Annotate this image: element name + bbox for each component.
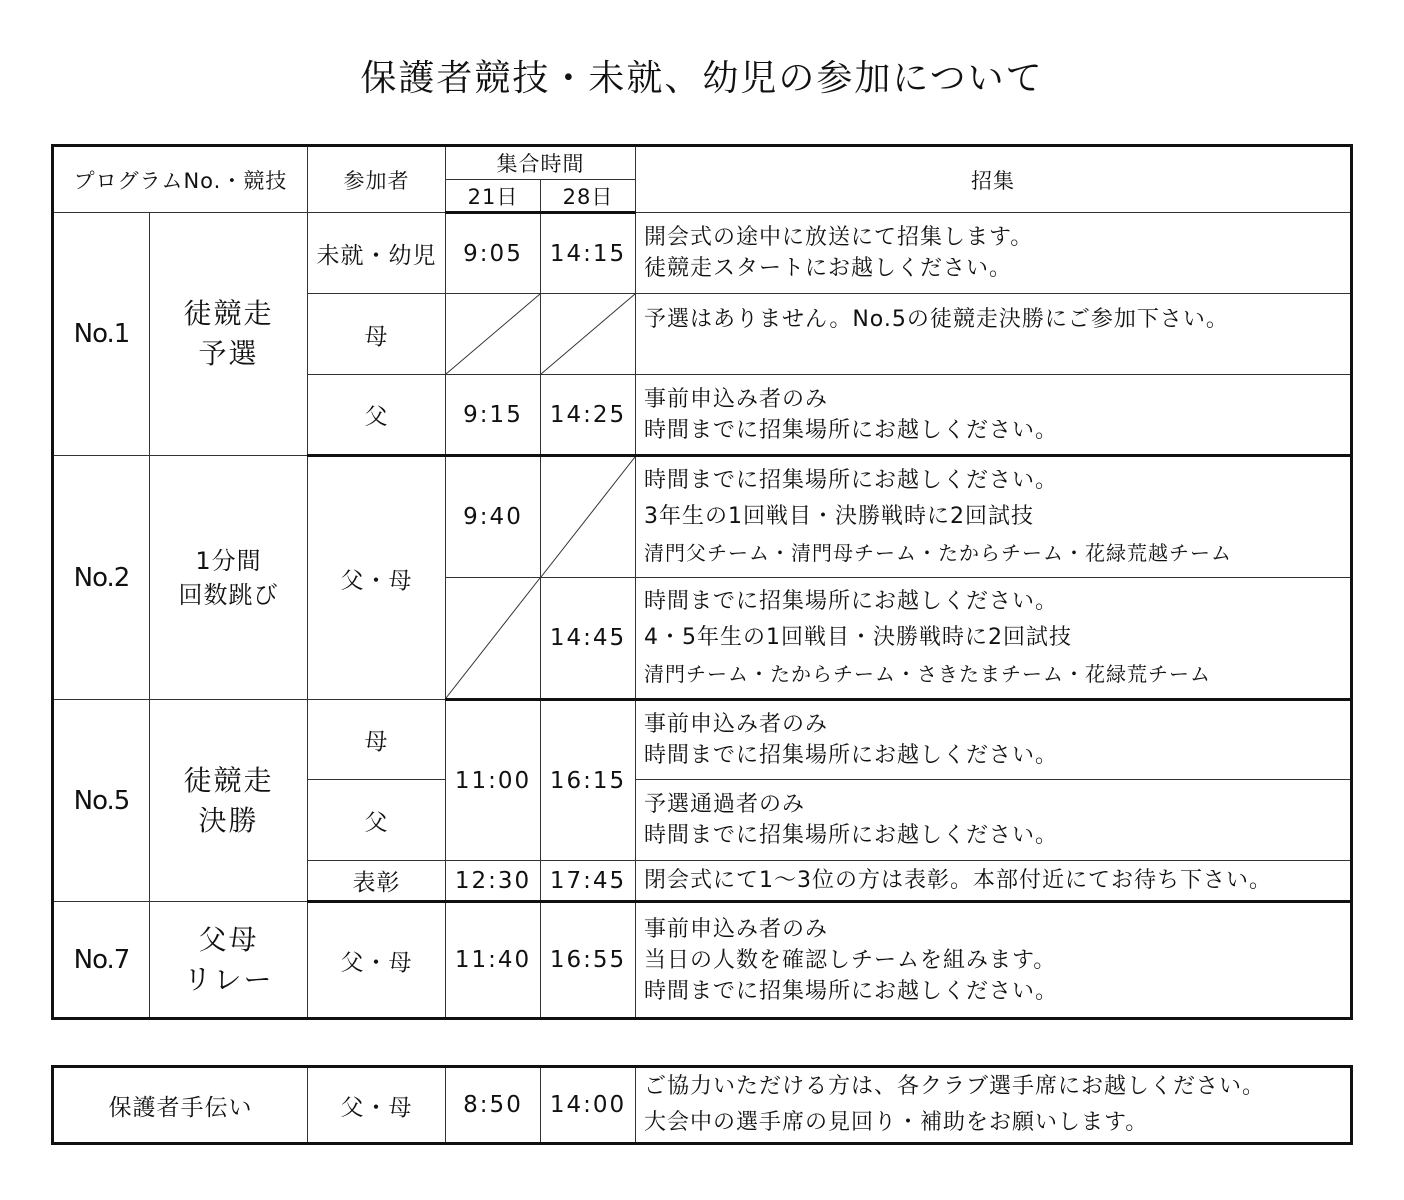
event-name-line: 父母	[198, 922, 259, 956]
note-line: 4・5年生の1回戦目・決勝戦時に2回試技	[644, 625, 1072, 650]
header-program: プログラムNo.・競技	[53, 146, 308, 213]
note-line: 予選はありません。No.5の徒競走決勝にご参加下さい。	[644, 307, 1229, 332]
table-row	[53, 213, 1352, 294]
header-call: 招集	[636, 146, 1352, 213]
no-time-slash	[446, 578, 541, 700]
page-title: 保護者競技・未就、幼児の参加について	[360, 58, 1044, 99]
note-line: 時間までに招集場所にお越しください。	[644, 743, 1059, 768]
time-21: 11:00	[446, 700, 541, 861]
time-28: 14:00	[541, 1067, 636, 1144]
note-line: 事前申込み者のみ	[644, 712, 829, 737]
note-line: 清門父チーム・清門母チーム・たからチーム・花緑荒越チーム	[644, 541, 1232, 565]
call-note	[636, 578, 1352, 700]
note-line: 時間までに招集場所にお越しください。	[644, 589, 1059, 614]
schedule-table	[51, 144, 1353, 1020]
program-number: No.5	[53, 700, 150, 902]
event-name-line: リレー	[183, 962, 274, 996]
helper-table	[51, 1065, 1353, 1145]
event-name-line: 徒競走	[183, 297, 274, 330]
time-21: 11:40	[446, 902, 541, 1019]
note-line: 開会式の途中に放送にて招集します。	[644, 225, 1034, 250]
header-row	[53, 146, 1352, 180]
call-note	[636, 861, 1352, 902]
call-note	[636, 456, 1352, 578]
event-name	[150, 700, 308, 902]
note-line: 3年生の1回戦目・決勝戦時に2回試技	[644, 504, 1034, 529]
note-line: ご協力いただける方は、各クラブ選手席にお越しください。	[644, 1074, 1266, 1099]
event-name	[150, 213, 308, 456]
note-line: 時間までに招集場所にお越しください。	[644, 823, 1059, 848]
time-28: 14:15	[541, 213, 636, 294]
header-day-28: 28日	[541, 180, 636, 213]
participant-cell: 父	[308, 375, 446, 456]
time-21: 9:05	[446, 213, 541, 294]
participant-cell: 父	[308, 780, 446, 861]
call-note	[636, 780, 1352, 861]
header-gather-time: 集合時間	[446, 146, 636, 180]
participant-cell: 母	[308, 700, 446, 780]
time-28: 16:15	[541, 700, 636, 861]
event-name-line: 回数跳び	[178, 580, 279, 609]
participant-cell: 父・母	[308, 1067, 446, 1144]
no-time-slash	[541, 456, 636, 578]
participant-cell: 表彰	[308, 861, 446, 902]
time-28: 17:45	[541, 861, 636, 902]
note-line: 徒競走スタートにお越しください。	[644, 256, 1013, 281]
call-note	[636, 294, 1352, 375]
event-name	[150, 902, 308, 1019]
participant-cell: 未就・幼児	[308, 213, 446, 294]
participant-cell: 母	[308, 294, 446, 375]
event-name-line: 1分間	[195, 546, 262, 575]
note-line: 時間までに招集場所にお越しください。	[644, 978, 1059, 1004]
event-name-line: 徒競走	[183, 763, 274, 797]
event-name-line: 予選	[198, 337, 259, 370]
note-line: 当日の人数を確認しチームを組みます。	[644, 947, 1057, 973]
participant-cell: 父・母	[308, 902, 446, 1019]
event-name	[150, 456, 308, 700]
note-line: 時間までに招集場所にお越しください。	[644, 468, 1059, 493]
call-note	[636, 700, 1352, 780]
no-time-slash	[446, 294, 541, 375]
no-time-slash	[541, 294, 636, 375]
event-name-line: 決勝	[198, 803, 259, 837]
table-row	[53, 902, 1352, 1019]
time-21: 9:40	[446, 456, 541, 578]
table-row	[53, 700, 1352, 780]
time-21: 9:15	[446, 375, 541, 456]
time-28: 14:25	[541, 375, 636, 456]
participant-cell: 父・母	[308, 456, 446, 700]
note-line: 清門チーム・たからチーム・さきたまチーム・花緑荒チーム	[644, 662, 1211, 686]
call-note	[636, 902, 1352, 1019]
call-note	[636, 213, 1352, 294]
program-number: No.1	[53, 213, 150, 456]
note-line: 時間までに招集場所にお越しください。	[644, 417, 1059, 443]
note-line: 事前申込み者のみ	[644, 386, 829, 412]
call-note	[636, 1067, 1352, 1144]
header-participant: 参加者	[308, 146, 446, 213]
time-28: 16:55	[541, 902, 636, 1019]
time-28: 14:45	[541, 578, 636, 700]
header-day-21: 21日	[446, 180, 541, 213]
call-note	[636, 375, 1352, 456]
note-line: 予選通過者のみ	[644, 792, 806, 817]
program-number: No.7	[53, 902, 150, 1019]
time-21: 12:30	[446, 861, 541, 902]
program-number: No.2	[53, 456, 150, 700]
note-line: 事前申込み者のみ	[644, 916, 829, 942]
table-row	[53, 1067, 1352, 1144]
time-21: 8:50	[446, 1067, 541, 1144]
note-line: 大会中の選手席の見回り・補助をお願いします。	[644, 1110, 1149, 1135]
table-row	[53, 456, 1352, 578]
helper-label: 保護者手伝い	[53, 1067, 308, 1144]
note-line: 閉会式にて1〜3位の方は表彰。本部付近にてお待ち下さい。	[644, 868, 1272, 893]
